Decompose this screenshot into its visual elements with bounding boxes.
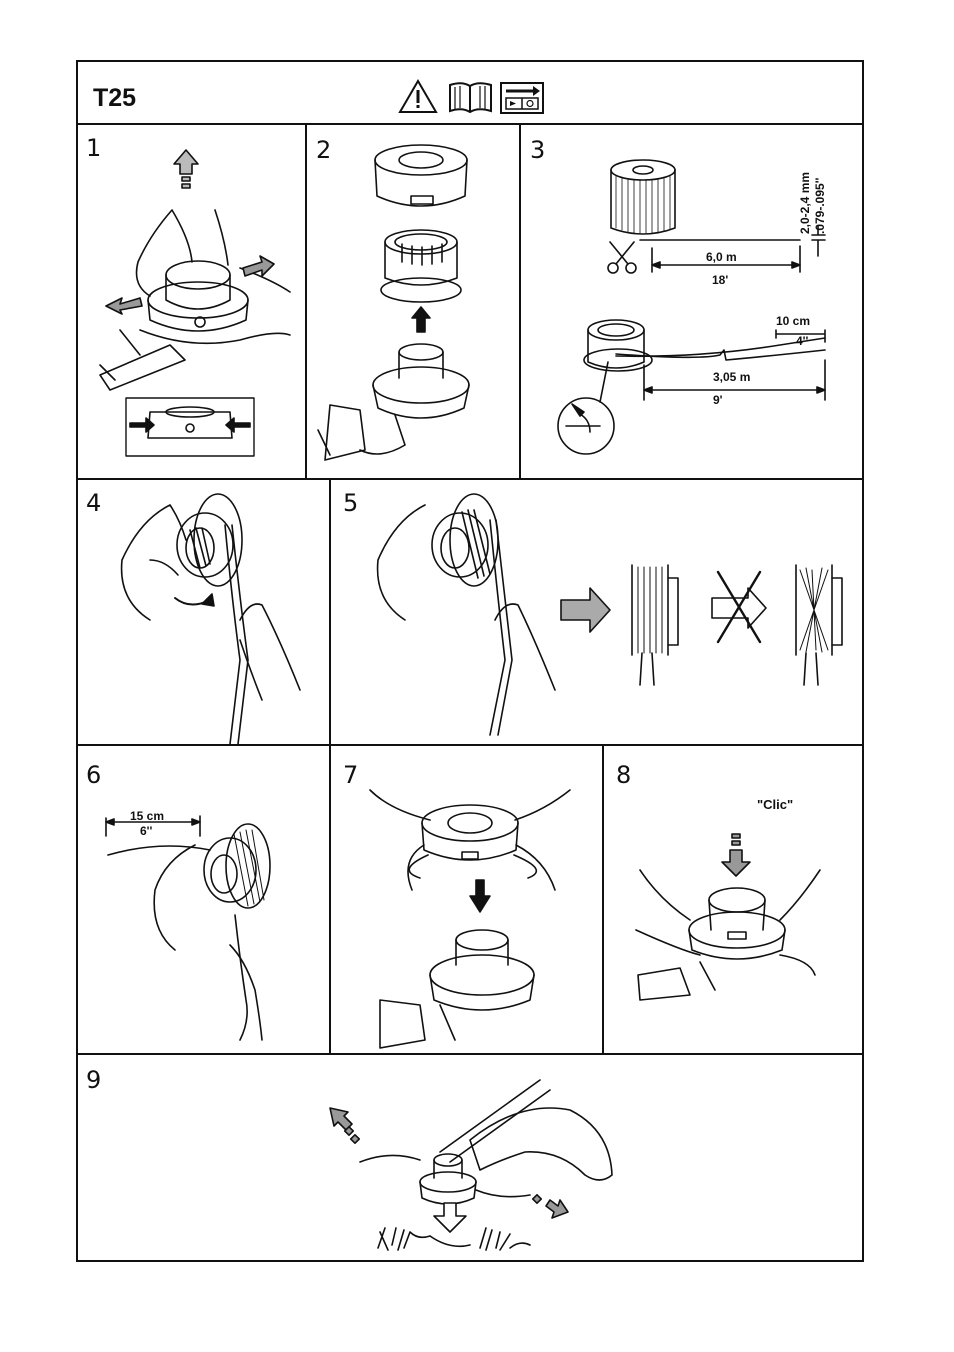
instruction-frame — [76, 60, 864, 1262]
divider — [76, 744, 864, 746]
step-number: 4 — [86, 489, 102, 517]
line-thickness-in: .079-.095'' — [813, 177, 827, 234]
tail-length-cm: 10 cm — [776, 314, 811, 328]
tail-length-in: 4'' — [796, 334, 809, 348]
page-title: T25 — [93, 84, 137, 112]
manual-book-icon — [450, 83, 491, 112]
divider — [76, 478, 864, 480]
step-number: 9 — [86, 1066, 102, 1094]
instruction-sheet-icon — [501, 83, 543, 113]
step-number: 2 — [316, 136, 332, 164]
divider — [76, 123, 864, 125]
step-number: 8 — [616, 761, 632, 789]
half-length-m: 3,05 m — [713, 370, 751, 384]
divider — [329, 478, 331, 1053]
step-number: 1 — [86, 134, 102, 162]
warning-icon — [400, 81, 436, 112]
click-sound-label: "Clic" — [757, 797, 794, 812]
divider — [305, 123, 307, 478]
half-length-ft: 9' — [713, 393, 723, 407]
step-number: 7 — [343, 761, 359, 789]
feed-length-in: 6'' — [140, 824, 153, 838]
line-length-m: 6,0 m — [706, 250, 737, 264]
divider — [519, 123, 521, 478]
header-icons — [398, 77, 548, 117]
divider — [76, 1053, 864, 1055]
line-length-ft: 18' — [712, 273, 729, 287]
step-number: 3 — [530, 136, 546, 164]
step-number: 6 — [86, 761, 102, 789]
divider — [602, 744, 604, 1053]
step-number: 5 — [343, 489, 359, 517]
feed-length-cm: 15 cm — [130, 809, 165, 823]
line-thickness-mm: 2,0-2,4 mm — [798, 171, 812, 234]
